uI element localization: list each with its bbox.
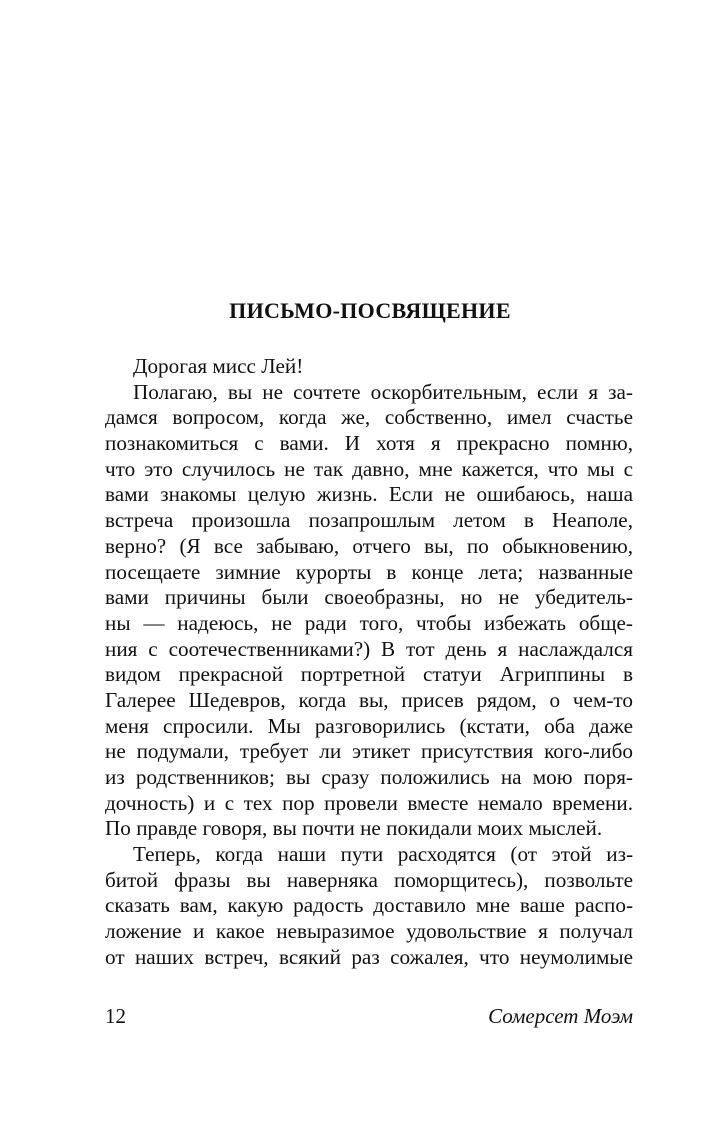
text-line: ния с соотечественниками?) В тот день я наслаждался	[105, 636, 633, 661]
text-line: верно? (Я все забываю, отчего вы, по обыкновению,	[105, 533, 633, 558]
text-line: битой фразы вы наверняка поморщитесь), позвольте	[105, 867, 633, 892]
text-line: посещаете зимние курорты в конце лета; названные	[105, 559, 633, 584]
text-line: Полагаю, вы не сочтете оскорбительным, если я за-	[133, 379, 633, 404]
text-line: ложение и какое невыразимое удовольствие я получал	[105, 919, 633, 944]
text-line: вами причины были своеобразны, но не убедитель-	[105, 585, 633, 610]
running-footer-author: Сомерсет Моэм	[488, 1004, 633, 1028]
letter-body	[105, 354, 633, 971]
text-line: Теперь, когда наши пути расходятся (от этой из-	[133, 842, 633, 867]
text-line: ны — надеюсь, не ради того, чтобы избежать обще-	[105, 610, 633, 635]
text-line: познакомиться с вами. И хотя я прекрасно помню,	[105, 431, 633, 456]
page-title: ПИСЬМО-ПОСВЯЩЕНИЕ	[229, 298, 511, 323]
text-line: Галерее Шедевров, когда вы, присев рядом, о чем-то	[105, 687, 633, 712]
text-line: дочность) и с тех пор провели вместе немало времени.	[105, 790, 633, 815]
text-line: встреча произошла позапрошлым летом в Неаполе,	[105, 508, 633, 533]
text-line: не подумали, требует ли этикет присутствия кого-либо	[105, 739, 633, 764]
text-line: Дорогая мисс Лей!	[133, 354, 304, 378]
text-line: сказать вам, какую радость доставило мне ваше распо-	[105, 893, 633, 918]
text-line: дамся вопросом, когда же, собственно, имел счастье	[105, 405, 633, 430]
text-line: вами знакомы целую жизнь. Если не ошибаюсь, наша	[105, 482, 633, 507]
text-line: видом прекрасной портретной статуи Агриппины в	[105, 662, 633, 687]
text-line: меня спросили. Мы разговорились (кстати, оба даже	[105, 713, 633, 738]
text-line: из родственников; вы сразу положились на мою поря-	[105, 765, 633, 789]
text-line: что это случилось не так давно, мне кажется, что мы с	[105, 456, 633, 481]
text-line: По правде говоря, вы почти не покидали моих мыслей.	[105, 816, 603, 841]
page-number: 12	[105, 1004, 126, 1028]
text-line: от наших встреч, всякий раз сожалея, что неумолимые	[105, 944, 633, 969]
